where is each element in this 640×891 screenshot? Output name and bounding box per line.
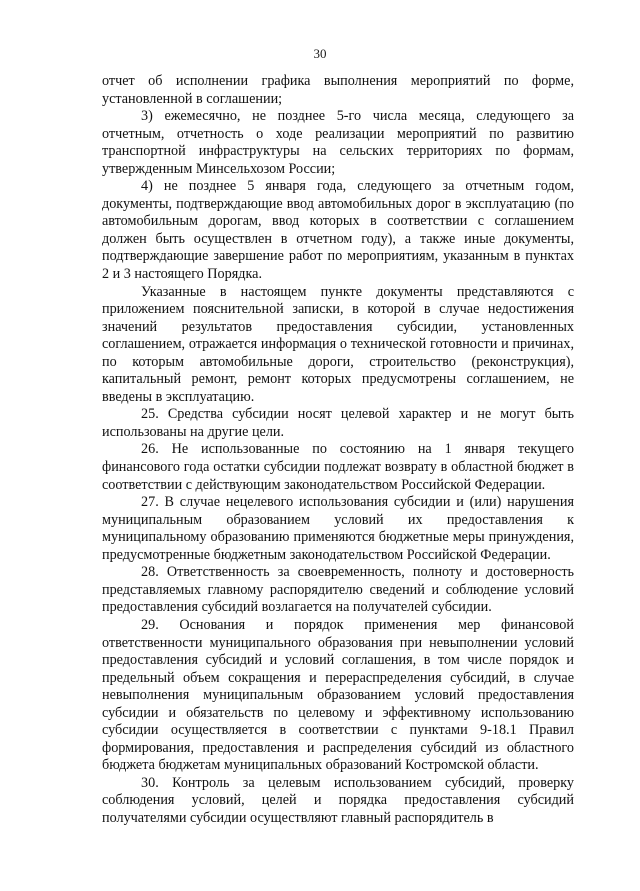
- paragraph-explanatory-note: Указанные в настоящем пункте документы представляются с приложением пояснительной записки, в которой в случае недостижения значений результатов предоставления субсидии, установленных соглашением, отражается информация о технической готовности и причинах, по которым автомобильные дороги, строительство (реконструкция), капитальный ремонт, ремонт которых предусмотрены соглашением, не введены в эксплуатацию.: [102, 283, 574, 405]
- paragraph-clause-27: 27. В случае нецелевого использования субсидии и (или) нарушения муниципальным образованием условий их предоставления к муниципальному образованию применяются бюджетные меры принуждения, предусмотренные бюджетным законодательством Российской Федерации.: [102, 494, 574, 563]
- paragraph-item-3: 3) ежемесячно, не позднее 5-го числа месяца, следующего за отчетным, отчетность о ходе реализации мероприятий по развитию транспортной инфраструктуры на сельских территориях по формам, утвержденным Минсельхозом России;: [102, 108, 574, 177]
- paragraph-item-4: 4) не позднее 5 января года, следующего за отчетным годом, документы, подтверждающие ввод автомобильных дорог в эксплуатацию (по автомобильным дорогам, ввод которых в соответствии с соглашением должен быть осуществлен в отчетном году), а также иные документы, подтверждающие завершение работ по мероприятиям, указанным в пунктах 2 и 3 настоящего Порядка.: [102, 178, 574, 283]
- paragraph-clause-26: 26. Не использованные по состоянию на 1 января текущего финансового года остатки субсидии подлежат возврату в областной бюджет в соответствии с действующим законодательством Российской Федерации.: [102, 441, 574, 493]
- page-number: 30: [313, 46, 327, 61]
- paragraph-clause-28: 28. Ответственность за своевременность, полноту и достоверность представляемых главному распорядителю сведений и соблюдение условий предоставления субсидий возлагается на получателей субсидии.: [102, 564, 574, 616]
- paragraph-clause-29: 29. Основания и порядок применения мер финансовой ответственности муниципального образования при невыполнении условий предоставления субсидий и условий соглашения, в том числе порядок и предельный объем сокращения и перераспределения субсидий, в случае невыполнения муниципальным образованием условий предоставления субсидии и обязательств по целевому и эффективному использованию субсидии осуществляется в соответствии с пунктами 9-18.1 Правил формирования, предоставления и распределения субсидий из областного бюджета бюджетам муниципальных образований Костромской области.: [102, 616, 574, 774]
- paragraph-clause-30: 30. Контроль за целевым использованием субсидий, проверку соблюдения условий, целей и порядка предоставления субсидий получателями субсидии осуществляют главный распорядитель в: [102, 774, 574, 826]
- paragraph-clause-25: 25. Средства субсидии носят целевой характер и не могут быть использованы на другие цели.: [102, 406, 574, 440]
- document-body: [102, 73, 574, 828]
- paragraph-continuation: отчет об исполнении графика выполнения мероприятий по форме, установленной в соглашении;: [102, 73, 574, 107]
